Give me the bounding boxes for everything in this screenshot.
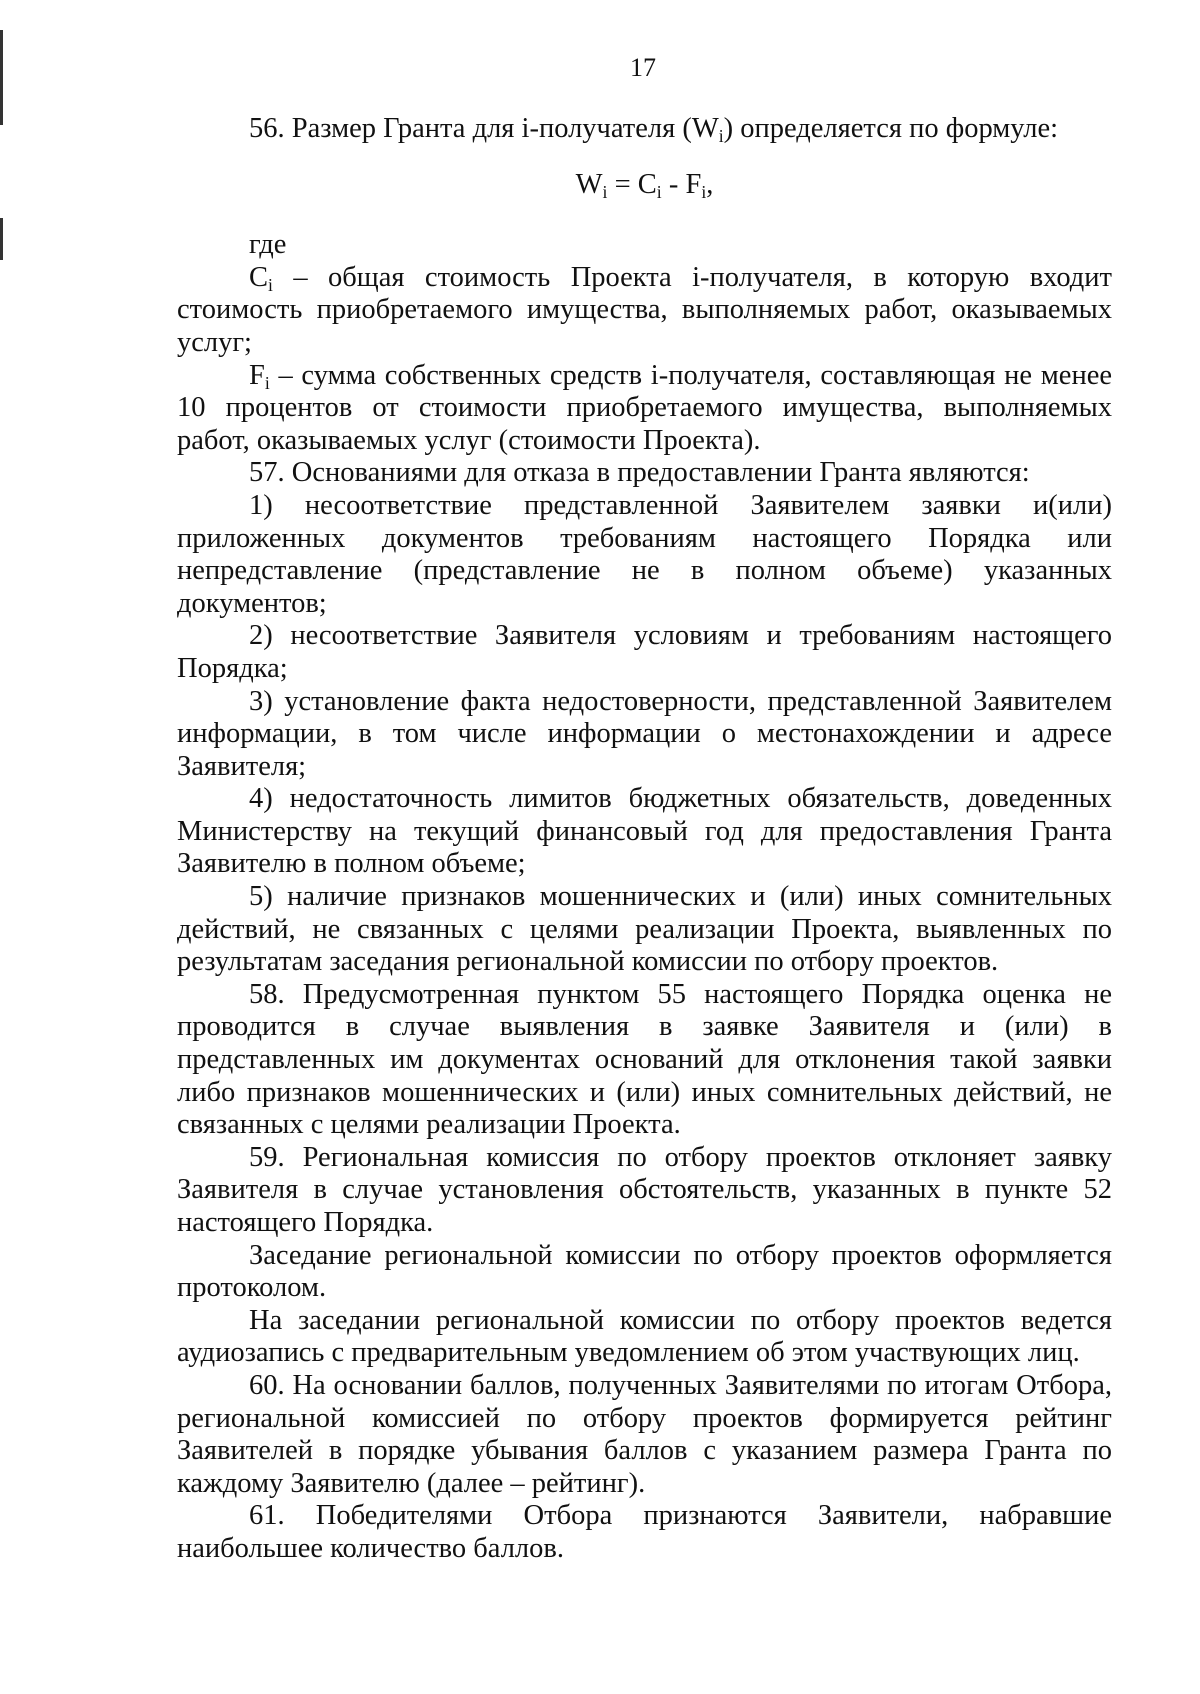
formula-c: C [637, 168, 657, 200]
where-label: где [249, 229, 287, 261]
fi-symbol: F [249, 359, 265, 391]
fi-sub: i [264, 372, 270, 393]
formula-f: F [685, 168, 702, 200]
ci-text: – общая стоимость Проекта i-получателя, в которую входит стоимость приобретаемого имущества, выполняемых работ, оказываемых услуг; [177, 261, 1112, 358]
paragraph-57: 57. Основаниями для отказа в предоставлении Гранта являются: [249, 457, 1030, 489]
formula-w: W [575, 168, 603, 200]
grant-formula [177, 169, 1112, 202]
fi-definition [177, 360, 1112, 458]
formula-c-sub: i [656, 181, 662, 202]
formula-equals: = [607, 168, 638, 200]
paragraph-60: 60. На основании баллов, полученных Заявителями по итогам Отбора, региональной комиссией по отбору проектов формируется рейтинг Заявителей в порядке убывания баллов с указанием размера Гранта по каждому Заявителю (далее – рейтинг). [177, 1369, 1112, 1499]
paragraph-57-item: 2) несоответствие Заявителя условиям и требованиям настоящего Порядка; [177, 620, 1112, 684]
fi-text: – сумма собственных средств i-получателя, составляющая не менее 10 процентов от стоимости приобретаемого имущества, выполняемых работ, оказываемых услуг (стоимости Проекта). [177, 359, 1112, 456]
ci-definition [177, 262, 1112, 360]
formula-w-sub: i [602, 181, 608, 202]
paragraph-58: 58. Предусмотренная пунктом 55 настоящего Порядка оценка не проводится в случае выявления в заявке Заявителя и (или) в представленных им документах оснований для отклонения такой заявки либо признаков мошеннических и (или) иных сомнительных действий, не связанных с целями реализации Проекта. [177, 978, 1112, 1141]
formula-f-sub: i [701, 181, 707, 202]
paragraph-57-item: 5) наличие признаков мошеннических и (или) иных сомнительных действий, не связанных с целями реализации Проекта, выявленных по результатам заседания региональной комиссии по отбору проектов. [177, 881, 1112, 978]
paragraph-57-item: 3) установление факта недостоверности, представленной Заявителем информации, в том числе информации о местонахождении и адресе Заявителя; [177, 685, 1112, 782]
paragraph-57-item: 1) несоответствие представленной Заявителем заявки и(или) приложенных документов требованиям настоящего Порядка или непредставление (представление не в полном объеме) указанных документов; [177, 489, 1112, 619]
paragraph-61: 61. Победителями Отбора признаются Заявители, набравшие наибольшее количество баллов. [177, 1500, 1112, 1564]
scan-edge-middle [0, 218, 3, 260]
paragraph-59-protocol: Заседание региональной комиссии по отбору проектов оформляется протоколом. [177, 1239, 1112, 1304]
paragraph-59: 59. Региональная комиссия по отбору проектов отклоняет заявку Заявителя в случае установления обстоятельств, указанных в пункте 52 настоящего Порядка. [177, 1141, 1112, 1238]
paragraph-56-text: 56. Размер Гранта для i-получателя (W [249, 113, 719, 144]
page-number: 17 [630, 53, 656, 82]
paragraph-56-text-end: ) определяется по формуле: [723, 113, 1059, 144]
ci-symbol: C [249, 261, 269, 293]
paragraph-57-item: 4) недостаточность лимитов бюджетных обязательств, доведенных Министерству на текущий финансовый год для предоставления Гранта Заявителю в полном объеме; [177, 783, 1112, 880]
paragraph-59-audio: На заседании региональной комиссии по отбору проектов ведется аудиозапись с предварительным уведомлением об этом участвующих лиц. [177, 1304, 1112, 1369]
document-body [177, 113, 1112, 1566]
formula-minus: - [661, 168, 686, 200]
ci-sub: i [268, 274, 273, 295]
formula-comma: , [706, 168, 714, 200]
subscript: i [718, 125, 724, 146]
paragraph-56 [177, 113, 1112, 146]
